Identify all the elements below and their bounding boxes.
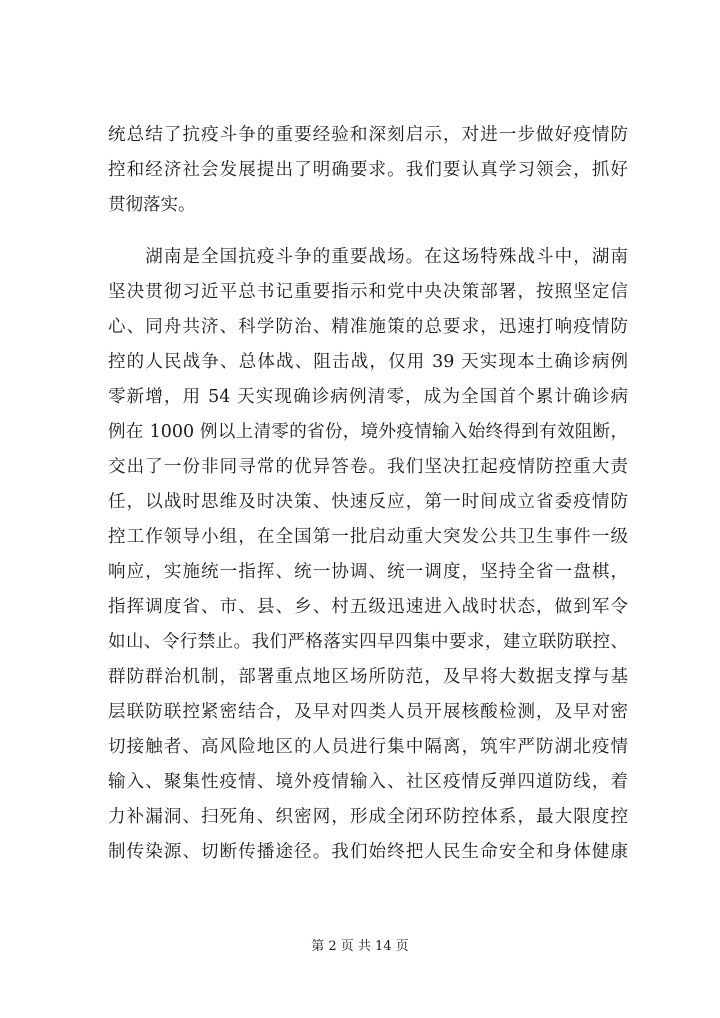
body-text-line: 贯彻落实。 xyxy=(108,195,196,215)
body-text-line: 层联防联控紧密结合，及早对四类人员开展核酸检测，及早对密 xyxy=(108,702,628,722)
body-text-line: 控工作领导小组，在全国第一批启动重大突发公共卫生事件一级 xyxy=(108,527,628,547)
body-text-line: 控的人民战争、总体战、阻击战，仅用 39 天实现本土确诊病例 xyxy=(108,352,628,372)
page-number-footer: 第 2 页 共 14 页 xyxy=(311,939,409,954)
body-text-line: 任，以战时思维及时决策、快速反应，第一时间成立省委疫情防 xyxy=(108,492,628,512)
body-text-line: 如山、令行禁止。我们严格落实四早四集中要求，建立联防联控、 xyxy=(108,632,628,652)
body-text-line: 湖南是全国抗疫斗争的重要战场。在这场特殊战斗中，湖南 xyxy=(108,247,628,267)
body-text-line: 控和经济社会发展提出了明确要求。我们要认真学习领会，抓好 xyxy=(108,160,628,180)
body-text-line: 统总结了抗疫斗争的重要经验和深刻启示，对进一步做好疫情防 xyxy=(108,125,628,145)
body-text-line: 交出了一份非同寻常的优异答卷。我们坚决扛起疫情防控重大责 xyxy=(108,457,628,477)
body-text-line: 指挥调度省、市、县、乡、村五级迅速进入战时状态，做到军令 xyxy=(108,597,628,617)
body-text-line: 心、同舟共济、科学防治、精准施策的总要求，迅速打响疫情防 xyxy=(108,317,628,337)
body-text-line: 力补漏洞、扫死角、织密网，形成全闭环防控体系，最大限度控 xyxy=(108,807,628,827)
body-text-line: 例在 1000 例以上清零的省份，境外疫情输入始终得到有效阻断， xyxy=(108,422,628,442)
body-text-line: 零新增，用 54 天实现确诊病例清零，成为全国首个累计确诊病 xyxy=(108,387,628,407)
body-text-line: 群防群治机制，部署重点地区场所防范，及早将大数据支撑与基 xyxy=(108,667,628,687)
body-text-line: 切接触者、高风险地区的人员进行集中隔离，筑牢严防湖北疫情 xyxy=(108,737,628,757)
body-text-line: 制传染源、切断传播途径。我们始终把人民生命安全和身体健康 xyxy=(108,842,628,862)
body-text-line: 响应，实施统一指挥、统一协调、统一调度，坚持全省一盘棋， xyxy=(108,562,628,582)
body-text-line: 坚决贯彻习近平总书记重要指示和党中央决策部署，按照坚定信 xyxy=(108,282,628,302)
body-text-line: 输入、聚集性疫情、境外疫情输入、社区疫情反弹四道防线，着 xyxy=(108,772,628,792)
